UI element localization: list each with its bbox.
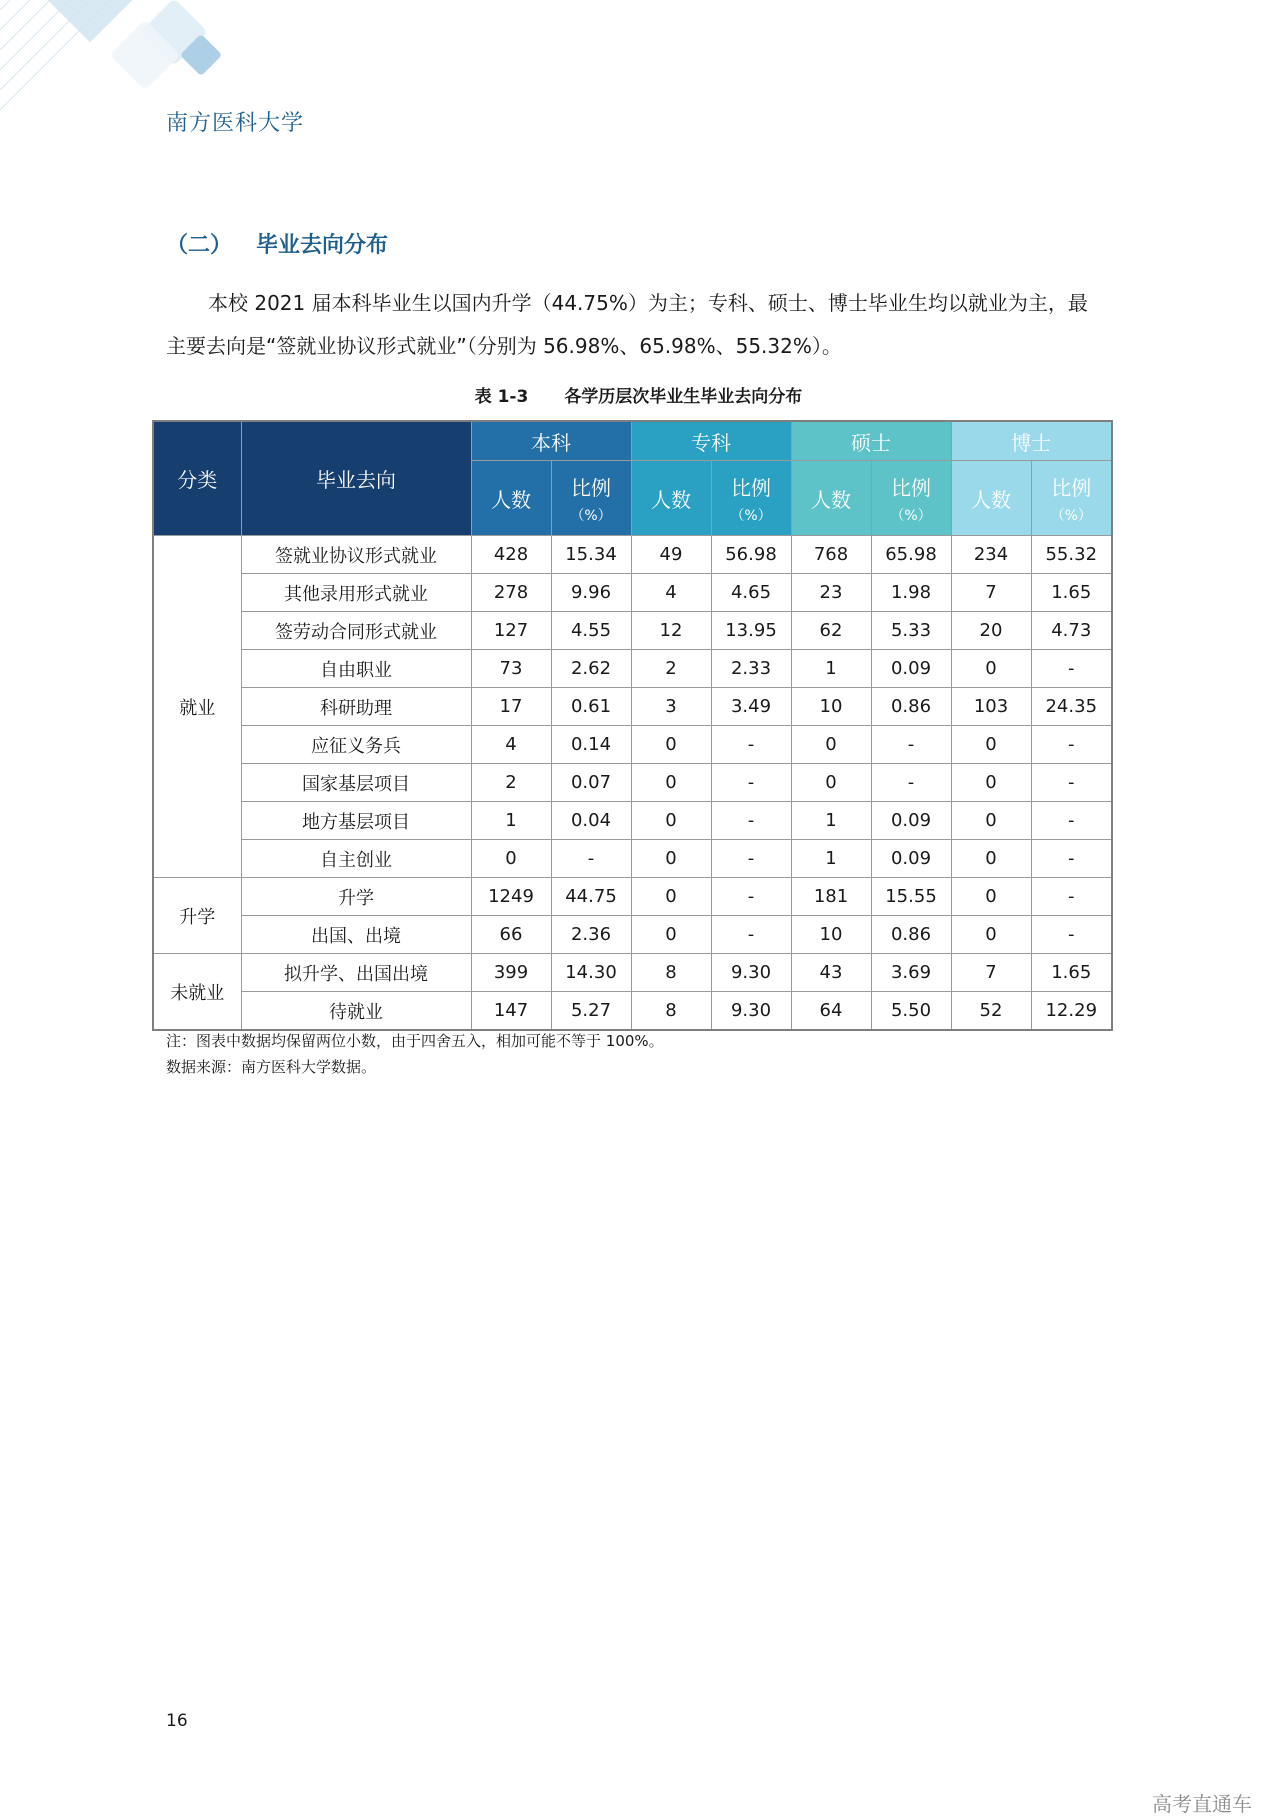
header-destination: 毕业去向 <box>241 421 471 536</box>
destination-cell: 待就业 <box>241 992 471 1031</box>
destination-cell: 签劳动合同形式就业 <box>241 612 471 650</box>
ratio-cell: 14.30 <box>551 954 631 992</box>
destination-cell: 其他录用形式就业 <box>241 574 471 612</box>
count-cell: 103 <box>951 688 1031 726</box>
header-ratio: 比例 （%） <box>1031 461 1112 536</box>
count-cell: 17 <box>471 688 551 726</box>
ratio-cell: - <box>871 764 951 802</box>
count-cell: 10 <box>791 916 871 954</box>
ratio-cell: 0.09 <box>871 840 951 878</box>
header-count: 人数 <box>471 461 551 536</box>
table-row <box>153 650 1112 688</box>
ratio-cell: 5.27 <box>551 992 631 1031</box>
count-cell: 0 <box>951 650 1031 688</box>
ratio-cell: 3.69 <box>871 954 951 992</box>
header-level-undergrad: 本科 <box>471 421 631 461</box>
count-cell: 0 <box>471 840 551 878</box>
ratio-cell: - <box>711 764 791 802</box>
ratio-cell: 0.14 <box>551 726 631 764</box>
ratio-cell: 9.96 <box>551 574 631 612</box>
count-cell: 10 <box>791 688 871 726</box>
table-title: 各学历层次毕业生毕业去向分布 <box>564 387 803 407</box>
ratio-cell: 15.55 <box>871 878 951 916</box>
destination-cell: 签就业协议形式就业 <box>241 536 471 574</box>
count-cell: 3 <box>631 688 711 726</box>
header-level-doctor: 博士 <box>951 421 1112 461</box>
count-cell: 0 <box>951 840 1031 878</box>
table-row <box>153 726 1112 764</box>
ratio-cell: 5.50 <box>871 992 951 1031</box>
count-cell: 66 <box>471 916 551 954</box>
ratio-cell: 0.09 <box>871 650 951 688</box>
destination-cell: 科研助理 <box>241 688 471 726</box>
ratio-cell: 55.32 <box>1031 536 1112 574</box>
ratio-cell: 0.61 <box>551 688 631 726</box>
count-cell: 2 <box>631 650 711 688</box>
destination-table <box>152 420 1113 1031</box>
count-cell: 127 <box>471 612 551 650</box>
ratio-cell: - <box>711 840 791 878</box>
destination-cell: 自主创业 <box>241 840 471 878</box>
header-ratio: 比例 （%） <box>711 461 791 536</box>
count-cell: 0 <box>631 764 711 802</box>
table-row <box>153 916 1112 954</box>
ratio-cell: 0.04 <box>551 802 631 840</box>
destination-cell: 升学 <box>241 878 471 916</box>
header-count: 人数 <box>791 461 871 536</box>
count-cell: 64 <box>791 992 871 1031</box>
count-cell: 62 <box>791 612 871 650</box>
destination-cell: 自由职业 <box>241 650 471 688</box>
section-heading <box>166 228 388 259</box>
ratio-cell: 44.75 <box>551 878 631 916</box>
destination-cell: 拟升学、出国出境 <box>241 954 471 992</box>
table-row <box>153 536 1112 574</box>
ratio-cell: 4.73 <box>1031 612 1112 650</box>
table-row <box>153 574 1112 612</box>
ratio-cell: - <box>1031 916 1112 954</box>
count-cell: 0 <box>951 916 1031 954</box>
ratio-cell: 9.30 <box>711 954 791 992</box>
count-cell: 768 <box>791 536 871 574</box>
count-cell: 73 <box>471 650 551 688</box>
count-cell: 8 <box>631 992 711 1031</box>
count-cell: 1 <box>471 802 551 840</box>
count-cell: 0 <box>631 916 711 954</box>
count-cell: 8 <box>631 954 711 992</box>
count-cell: 1 <box>791 840 871 878</box>
body-paragraph: 本校 2021 届本科毕业生以国内升学（44.75%）为主；专科、硕士、博士毕业生均以就业为主，最主要去向是“签就业协议形式就业”（分别为 56.98%、65.98%、55.32%）。 <box>166 291 1088 358</box>
data-source: 数据来源：南方医科大学数据。 <box>166 1058 377 1076</box>
count-cell: 0 <box>951 764 1031 802</box>
count-cell: 0 <box>791 764 871 802</box>
category-cell: 就业 <box>153 536 241 878</box>
ratio-cell: 12.29 <box>1031 992 1112 1031</box>
count-cell: 428 <box>471 536 551 574</box>
header-ratio: 比例 （%） <box>871 461 951 536</box>
ratio-cell: - <box>711 802 791 840</box>
count-cell: 4 <box>471 726 551 764</box>
table-row <box>153 688 1112 726</box>
table-row <box>153 764 1112 802</box>
ratio-cell: 65.98 <box>871 536 951 574</box>
count-cell: 0 <box>951 802 1031 840</box>
count-cell: 7 <box>951 954 1031 992</box>
table-row <box>153 612 1112 650</box>
ratio-cell: 15.34 <box>551 536 631 574</box>
count-cell: 0 <box>631 726 711 764</box>
table-caption <box>166 382 1111 407</box>
ratio-cell: 3.49 <box>711 688 791 726</box>
ratio-cell: - <box>1031 802 1112 840</box>
ratio-cell: 0.07 <box>551 764 631 802</box>
ratio-cell: - <box>871 726 951 764</box>
ratio-cell: 4.55 <box>551 612 631 650</box>
count-cell: 23 <box>791 574 871 612</box>
table-row <box>153 992 1112 1031</box>
header-count: 人数 <box>631 461 711 536</box>
count-cell: 147 <box>471 992 551 1031</box>
ratio-cell: 1.98 <box>871 574 951 612</box>
ratio-cell: - <box>1031 878 1112 916</box>
ratio-cell: 0.09 <box>871 802 951 840</box>
header-level-college: 专科 <box>631 421 791 461</box>
ratio-cell: - <box>711 878 791 916</box>
table-number: 表 1-3 <box>474 387 529 407</box>
ratio-cell: - <box>1031 764 1112 802</box>
ratio-cell: - <box>1031 840 1112 878</box>
count-cell: 4 <box>631 574 711 612</box>
ratio-cell: - <box>551 840 631 878</box>
header-category: 分类 <box>153 421 241 536</box>
ratio-cell: 13.95 <box>711 612 791 650</box>
ratio-cell: 1.65 <box>1031 954 1112 992</box>
count-cell: 49 <box>631 536 711 574</box>
header-level-master: 硕士 <box>791 421 951 461</box>
ratio-cell: 4.65 <box>711 574 791 612</box>
destination-cell: 应征义务兵 <box>241 726 471 764</box>
ratio-cell: 5.33 <box>871 612 951 650</box>
count-cell: 0 <box>791 726 871 764</box>
count-cell: 0 <box>631 878 711 916</box>
section-number: （二） <box>166 233 233 258</box>
table-row <box>153 954 1112 992</box>
ratio-cell: - <box>1031 650 1112 688</box>
category-cell: 未就业 <box>153 954 241 1031</box>
count-cell: 1 <box>791 802 871 840</box>
count-cell: 181 <box>791 878 871 916</box>
count-cell: 2 <box>471 764 551 802</box>
count-cell: 1 <box>791 650 871 688</box>
table-note: 注：图表中数据均保留两位小数，由于四舍五入，相加可能不等于 100%。 <box>166 1032 664 1050</box>
count-cell: 7 <box>951 574 1031 612</box>
school-name: 南方医科大学 <box>166 111 305 136</box>
ratio-cell: 2.62 <box>551 650 631 688</box>
count-cell: 43 <box>791 954 871 992</box>
ratio-cell: 2.36 <box>551 916 631 954</box>
destination-cell: 地方基层项目 <box>241 802 471 840</box>
count-cell: 0 <box>951 878 1031 916</box>
category-cell: 升学 <box>153 878 241 954</box>
count-cell: 20 <box>951 612 1031 650</box>
count-cell: 0 <box>631 840 711 878</box>
count-cell: 1249 <box>471 878 551 916</box>
count-cell: 234 <box>951 536 1031 574</box>
table-row <box>153 802 1112 840</box>
ratio-cell: 0.86 <box>871 688 951 726</box>
section-title: 毕业去向分布 <box>256 233 389 258</box>
header-ratio: 比例 （%） <box>551 461 631 536</box>
count-cell: 399 <box>471 954 551 992</box>
watermark: 高考直通车 <box>1152 1792 1252 1816</box>
ratio-cell: 0.86 <box>871 916 951 954</box>
ratio-cell: 2.33 <box>711 650 791 688</box>
count-cell: 12 <box>631 612 711 650</box>
count-cell: 0 <box>951 726 1031 764</box>
table-row <box>153 840 1112 878</box>
ratio-cell: 1.65 <box>1031 574 1112 612</box>
header-count: 人数 <box>951 461 1031 536</box>
destination-cell: 国家基层项目 <box>241 764 471 802</box>
corner-decoration <box>0 0 280 120</box>
ratio-cell: - <box>711 726 791 764</box>
ratio-cell: - <box>711 916 791 954</box>
ratio-cell: 9.30 <box>711 992 791 1031</box>
destination-cell: 出国、出境 <box>241 916 471 954</box>
count-cell: 0 <box>631 802 711 840</box>
ratio-cell: 24.35 <box>1031 688 1112 726</box>
table-body <box>153 536 1112 1031</box>
page-number: 16 <box>166 1711 188 1731</box>
count-cell: 278 <box>471 574 551 612</box>
ratio-cell: 56.98 <box>711 536 791 574</box>
count-cell: 52 <box>951 992 1031 1031</box>
ratio-cell: - <box>1031 726 1112 764</box>
table-row <box>153 878 1112 916</box>
